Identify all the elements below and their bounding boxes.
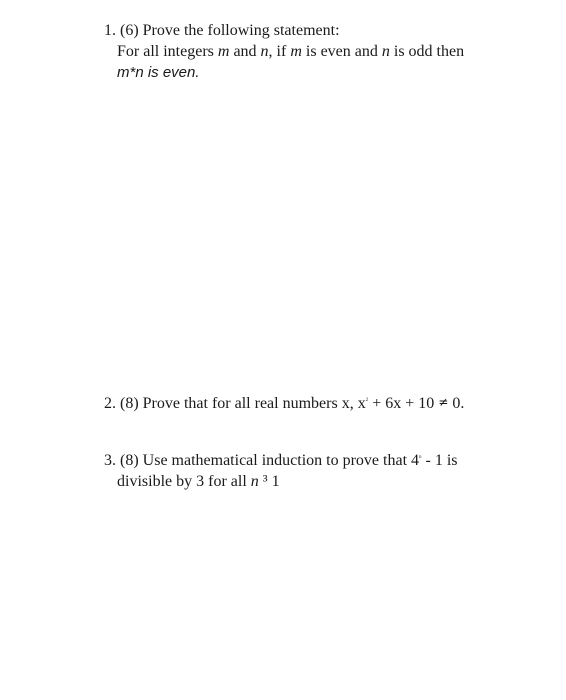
superscript-exponent: 2 bbox=[365, 398, 369, 403]
question-3-line-1 bbox=[104, 450, 536, 471]
variable-m: m bbox=[290, 43, 302, 60]
question-points: (6) bbox=[120, 22, 139, 39]
question-points: (8) bbox=[120, 452, 139, 469]
question-3-line-2 bbox=[104, 471, 536, 492]
question-1-line-1 bbox=[104, 20, 536, 41]
geq-symbol: ³ bbox=[262, 473, 268, 490]
statement-conclusion: m*n is even. bbox=[117, 64, 200, 81]
variable-n: n bbox=[381, 43, 390, 60]
text-segment: - 1 is bbox=[421, 452, 458, 469]
question-number: 1. bbox=[104, 22, 116, 39]
question-1 bbox=[104, 20, 536, 83]
text-segment: divisible by 3 for all bbox=[117, 473, 251, 490]
text-segment: Use mathematical induction to prove that 4 bbox=[142, 452, 420, 469]
variable-m: m bbox=[217, 43, 230, 60]
question-3 bbox=[104, 450, 536, 492]
text-segment: , if bbox=[268, 43, 291, 60]
question-points: (8) bbox=[120, 395, 139, 412]
text-segment: is odd then bbox=[389, 43, 465, 60]
variable-n: n bbox=[250, 473, 259, 490]
not-equal-symbol: ≠ bbox=[438, 395, 449, 409]
text-segment: Prove that for all real numbers x, x bbox=[142, 395, 366, 412]
question-number: 2. bbox=[104, 395, 116, 412]
variable-n: n bbox=[260, 43, 269, 60]
question-1-line-3 bbox=[104, 62, 536, 83]
superscript-exponent: n bbox=[419, 455, 422, 460]
question-1-line-2 bbox=[104, 41, 536, 62]
text-segment: and bbox=[229, 43, 261, 60]
question-text: Prove the following statement: bbox=[142, 22, 340, 39]
question-2-line-1 bbox=[104, 392, 536, 414]
text-segment: For all integers bbox=[117, 43, 218, 60]
question-number: 3. bbox=[104, 452, 116, 469]
text-segment: + 6x + 10 bbox=[368, 395, 439, 412]
text-segment: 1 bbox=[267, 473, 280, 490]
text-segment: 0. bbox=[448, 395, 465, 412]
text-segment: is even and bbox=[301, 43, 382, 60]
question-2 bbox=[104, 392, 536, 414]
